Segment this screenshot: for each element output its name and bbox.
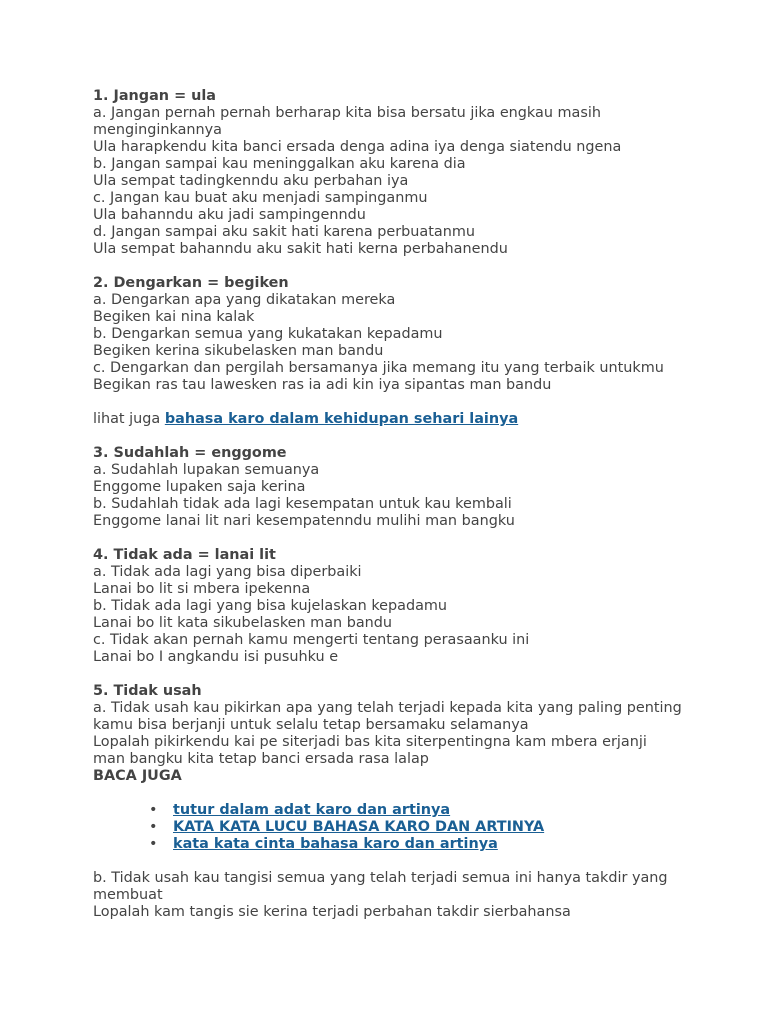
section-3 bbox=[93, 445, 683, 530]
see-also-prefix: lihat juga bbox=[93, 411, 165, 427]
text-line: Enggome lanai lit nari kesempatenndu mulihi man bangku bbox=[93, 513, 515, 529]
text-line: Lanai bo lit kata sikubelasken man bandu bbox=[93, 615, 393, 631]
section-2 bbox=[93, 275, 683, 394]
related-link[interactable]: kata kata cinta bahasa karo dan artinya bbox=[173, 836, 498, 852]
text-line: a. Sudahlah lupakan semuanya bbox=[93, 462, 320, 478]
section-1 bbox=[93, 88, 683, 258]
text-line: a. Jangan pernah pernah berharap kita bisa bersatu jika engkau masih menginginkannya bbox=[93, 105, 601, 138]
text-line: Ula sempat bahanndu aku sakit hati kerna perbahanendu bbox=[93, 241, 508, 257]
text-line: c. Dengarkan dan pergilah bersamanya jika memang itu yang terbaik untukmu bbox=[93, 360, 664, 376]
spacer bbox=[93, 530, 683, 547]
spacer bbox=[93, 785, 683, 802]
text-line: b. Jangan sampai kau meninggalkan aku karena dia bbox=[93, 156, 466, 172]
section-5 bbox=[93, 683, 683, 921]
section-heading: 3. Sudahlah = enggome bbox=[93, 445, 287, 461]
text-line: d. Jangan sampai aku sakit hati karena perbuatanmu bbox=[93, 224, 475, 240]
spacer bbox=[93, 853, 683, 870]
text-line: a. Dengarkan apa yang dikatakan mereka bbox=[93, 292, 396, 308]
text-line: Ula bahanndu aku jadi sampingenndu bbox=[93, 207, 366, 223]
baca-juga-label: BACA JUGA bbox=[93, 768, 182, 784]
spacer bbox=[93, 666, 683, 683]
text-line: Begiken kai nina kalak bbox=[93, 309, 255, 325]
text-line: b. Sudahlah tidak ada lagi kesempatan untuk kau kembali bbox=[93, 496, 512, 512]
text-line: Enggome lupaken saja kerina bbox=[93, 479, 306, 495]
text-line: c. Jangan kau buat aku menjadi sampinganmu bbox=[93, 190, 428, 206]
related-link[interactable]: tutur dalam adat karo dan artinya bbox=[173, 802, 451, 818]
text-line: Lanai bo lit si mbera ipekenna bbox=[93, 581, 311, 597]
list-item bbox=[173, 802, 683, 819]
text-line: Begikan ras tau lawesken ras ia adi kin iya sipantas man bandu bbox=[93, 377, 552, 393]
text-line: Lanai bo I angkandu isi pusuhku e bbox=[93, 649, 339, 665]
text-line: b. Tidak usah kau tangisi semua yang telah terjadi semua ini hanya takdir yang membuat bbox=[93, 870, 668, 903]
text-line: c. Tidak akan pernah kamu mengerti tentang perasaanku ini bbox=[93, 632, 530, 648]
text-line: Ula sempat tadingkenndu aku perbahan iya bbox=[93, 173, 409, 189]
related-links-list bbox=[93, 802, 683, 853]
section-heading: 4. Tidak ada = lanai lit bbox=[93, 547, 276, 563]
spacer bbox=[93, 428, 683, 445]
spacer bbox=[93, 258, 683, 275]
text-line: Lopalah pikirkendu kai pe siterjadi bas kita siterpentingna kam mbera erjanji man bangku kita tetap banci ersada rasa lalap bbox=[93, 734, 647, 767]
text-line: b. Tidak ada lagi yang bisa kujelaskan kepadamu bbox=[93, 598, 448, 614]
text-line: a. Tidak usah kau pikirkan apa yang telah terjadi kepada kita yang paling penting kamu bisa berjanji untuk selalu tetap bersamaku selamanya bbox=[93, 700, 682, 733]
text-line: Lopalah kam tangis sie kerina terjadi perbahan takdir sierbahansa bbox=[93, 904, 571, 920]
text-line: Begiken kerina sikubelasken man bandu bbox=[93, 343, 384, 359]
section-heading: 1. Jangan = ula bbox=[93, 88, 217, 104]
text-line: b. Dengarkan semua yang kukatakan kepadamu bbox=[93, 326, 443, 342]
section-4 bbox=[93, 547, 683, 666]
see-also-link[interactable]: bahasa karo dalam kehidupan sehari lainya bbox=[164, 411, 519, 427]
related-link[interactable]: KATA KATA LUCU BAHASA KARO DAN ARTINYA bbox=[173, 819, 545, 835]
section-heading: 5. Tidak usah bbox=[93, 683, 202, 699]
list-item bbox=[173, 836, 683, 853]
list-item bbox=[173, 819, 683, 836]
spacer bbox=[93, 394, 683, 411]
section-heading: 2. Dengarkan = begiken bbox=[93, 275, 289, 291]
article-body bbox=[93, 88, 683, 921]
text-line: Ula harapkendu kita banci ersada denga adina iya denga siatendu ngena bbox=[93, 139, 622, 155]
see-also bbox=[93, 411, 683, 428]
text-line: a. Tidak ada lagi yang bisa diperbaiki bbox=[93, 564, 362, 580]
